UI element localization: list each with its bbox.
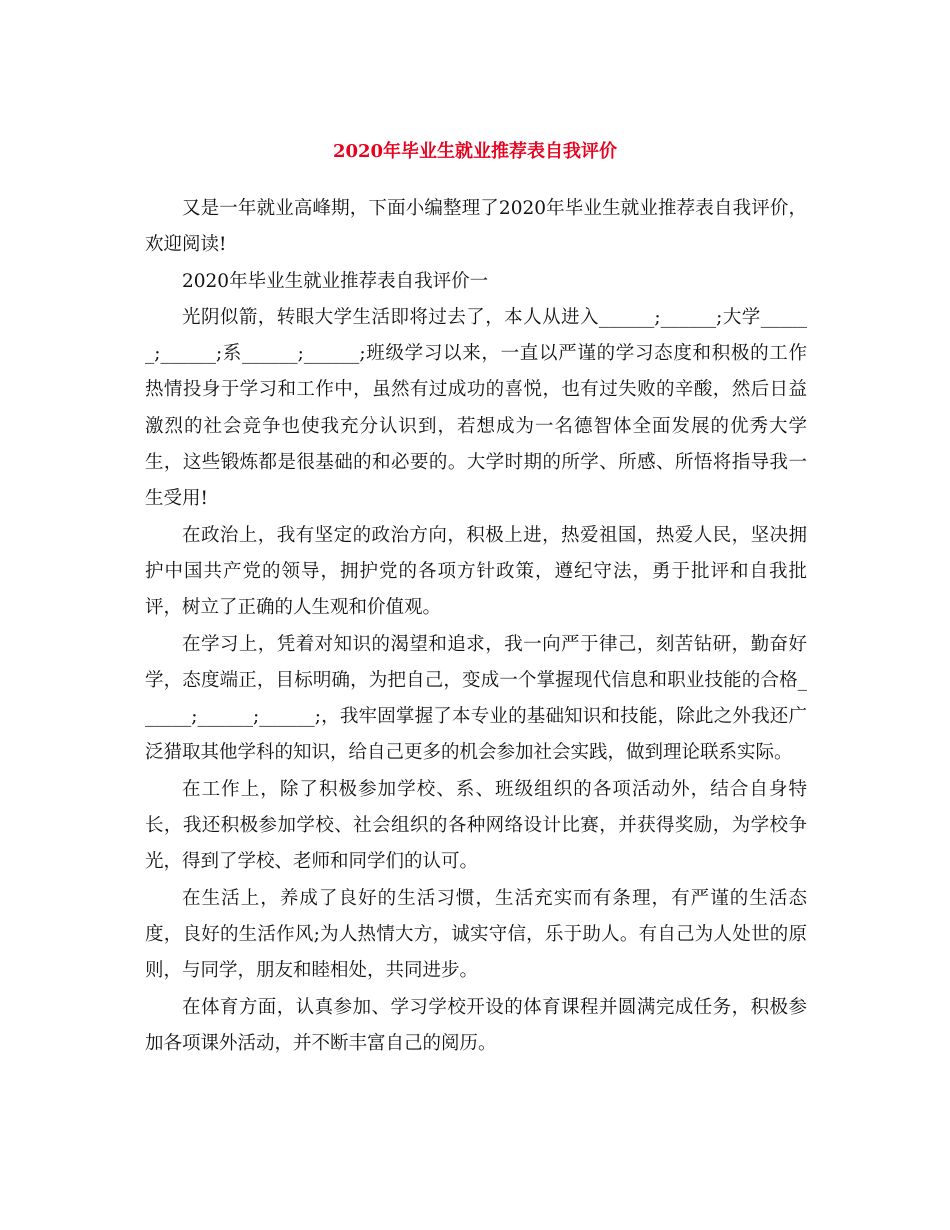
paragraph-university-life: 光阴似箭，转眼大学生活即将过去了，本人从进入______;______;大学______;______;系______;______;班级学习以来，一直以严谨的学习态度和积极的工作热情投身于学习和工作中，虽然有过成功的喜悦，也有过失败的辛酸，然后日益激烈的社会竞争也使我充分认识到，若想成为一名德智体全面发展的优秀大学生，这些锻炼都是很基础的和必要的。大学时期的所学、所感、所悟将指导我一生受用! [145,306,807,510]
paragraph-life: 在生活上，养成了良好的生活习惯，生活充实而有条理，有严谨的生活态度，良好的生活作风;为人热情大方，诚实守信，乐于助人。有自己为人处世的原则，与同学，朋友和睦相处，共同进步。 [145,887,807,982]
paragraph-politics: 在政治上，我有坚定的政治方向，积极上进，热爱祖国，热爱人民，坚决拥护中国共产党的领导，拥护党的各项方针政策，遵纪守法，勇于批评和自我批评，树立了正确的人生观和价值观。 [145,524,807,619]
paragraph-study: 在学习上，凭着对知识的渴望和追求，我一向严于律己，刻苦钻研，勤奋好学，态度端正，目标明确，为把自己，变成一个掌握现代信息和职业技能的合格______;______;______;，我牢固掌握了本专业的基础知识和技能，除此之外我还广泛猎取其他学科的知识，给自己更多的机会参加社会实践，做到理论联系实际。 [145,633,807,764]
paragraph-work: 在工作上，除了积极参加学校、系、班级组织的各项活动外，结合自身特长，我还积极参加学校、社会组织的各种网络设计比赛，并获得奖励，为学校争光，得到了学校、老师和同学们的认可。 [145,778,807,873]
paragraph-section-heading: 2020年毕业生就业推荐表自我评价一 [182,270,489,292]
paragraph-sports: 在体育方面，认真参加、学习学校开设的体育课程并圆满完成任务，积极参加各项课外活动，并不断丰富自己的阅历。 [145,996,807,1054]
document-body [145,191,807,1062]
paragraph-intro: 又是一年就业高峰期，下面小编整理了2020年毕业生就业推荐表自我评价，欢迎阅读! [145,198,807,256]
document-title: 2020年毕业生就业推荐表自我评价 [332,141,618,162]
